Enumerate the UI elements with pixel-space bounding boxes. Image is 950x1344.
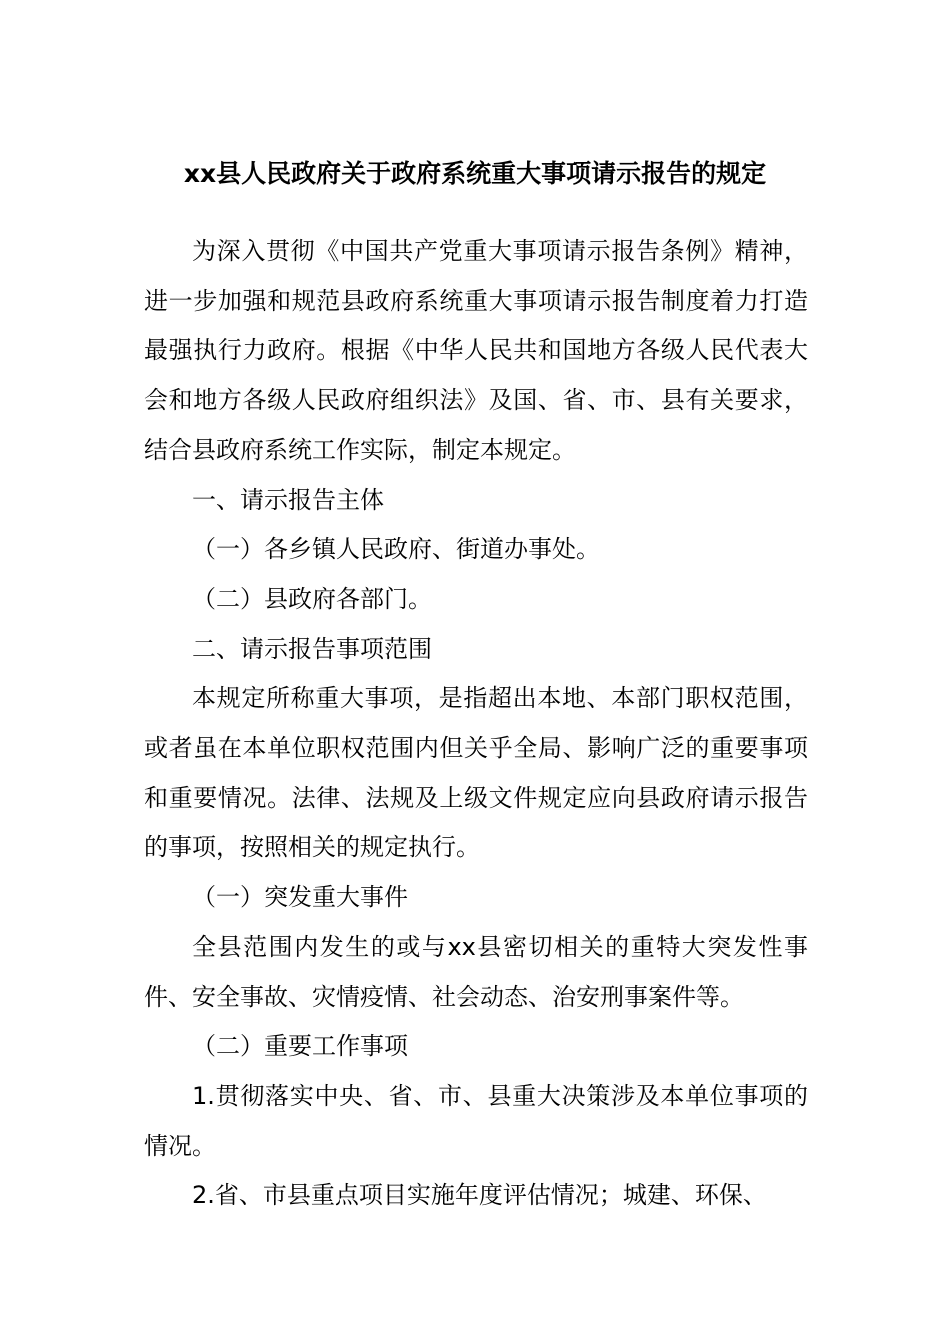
paragraph-scope-definition: 本规定所称重大事项，是指超出本地、本部门职权范围，或者虽在本单位职权范围内但关乎全局、影响广泛的重要事项和重要情况。法律、法规及上级文件规定应向县政府请示报告的事项，按照相关的规定执行。 — [144, 684, 808, 862]
heading-section-2: 二、请示报告事项范围 — [192, 634, 432, 663]
list-item-1-2: （二）县政府各部门。 — [192, 584, 432, 613]
subheading-2-2: （二）重要工作事项 — [192, 1032, 408, 1061]
list-item-2-2-1: 1.贯彻落实中央、省、市、县重大决策涉及本单位事项的情况。 — [144, 1081, 808, 1160]
list-item-2-2-2: 2.省、市县重点项目实施年度评估情况；城建、环保、 — [192, 1181, 767, 1210]
heading-section-1: 一、请示报告主体 — [192, 485, 384, 514]
paragraph-emergencies: 全县范围内发生的或与xx县密切相关的重特大突发性事件、安全事故、灾情疫情、社会动态、治安刑事案件等。 — [144, 932, 808, 1011]
document-body — [144, 227, 808, 1221]
paragraph-preamble: 为深入贯彻《中国共产党重大事项请示报告条例》精神，进一步加强和规范县政府系统重大事项请示报告制度着力打造最强执行力政府。根据《中华人民共和国地方各级人民代表大会和地方各级人民政府组织法》及国、省、市、县有关要求，结合县政府系统工作实际，制定本规定。 — [144, 237, 808, 464]
list-item-1-1: （一）各乡镇人民政府、街道办事处。 — [192, 535, 600, 564]
document-title: xx县人民政府关于政府系统重大事项请示报告的规定 — [183, 159, 767, 188]
subheading-2-1: （一）突发重大事件 — [192, 883, 408, 912]
